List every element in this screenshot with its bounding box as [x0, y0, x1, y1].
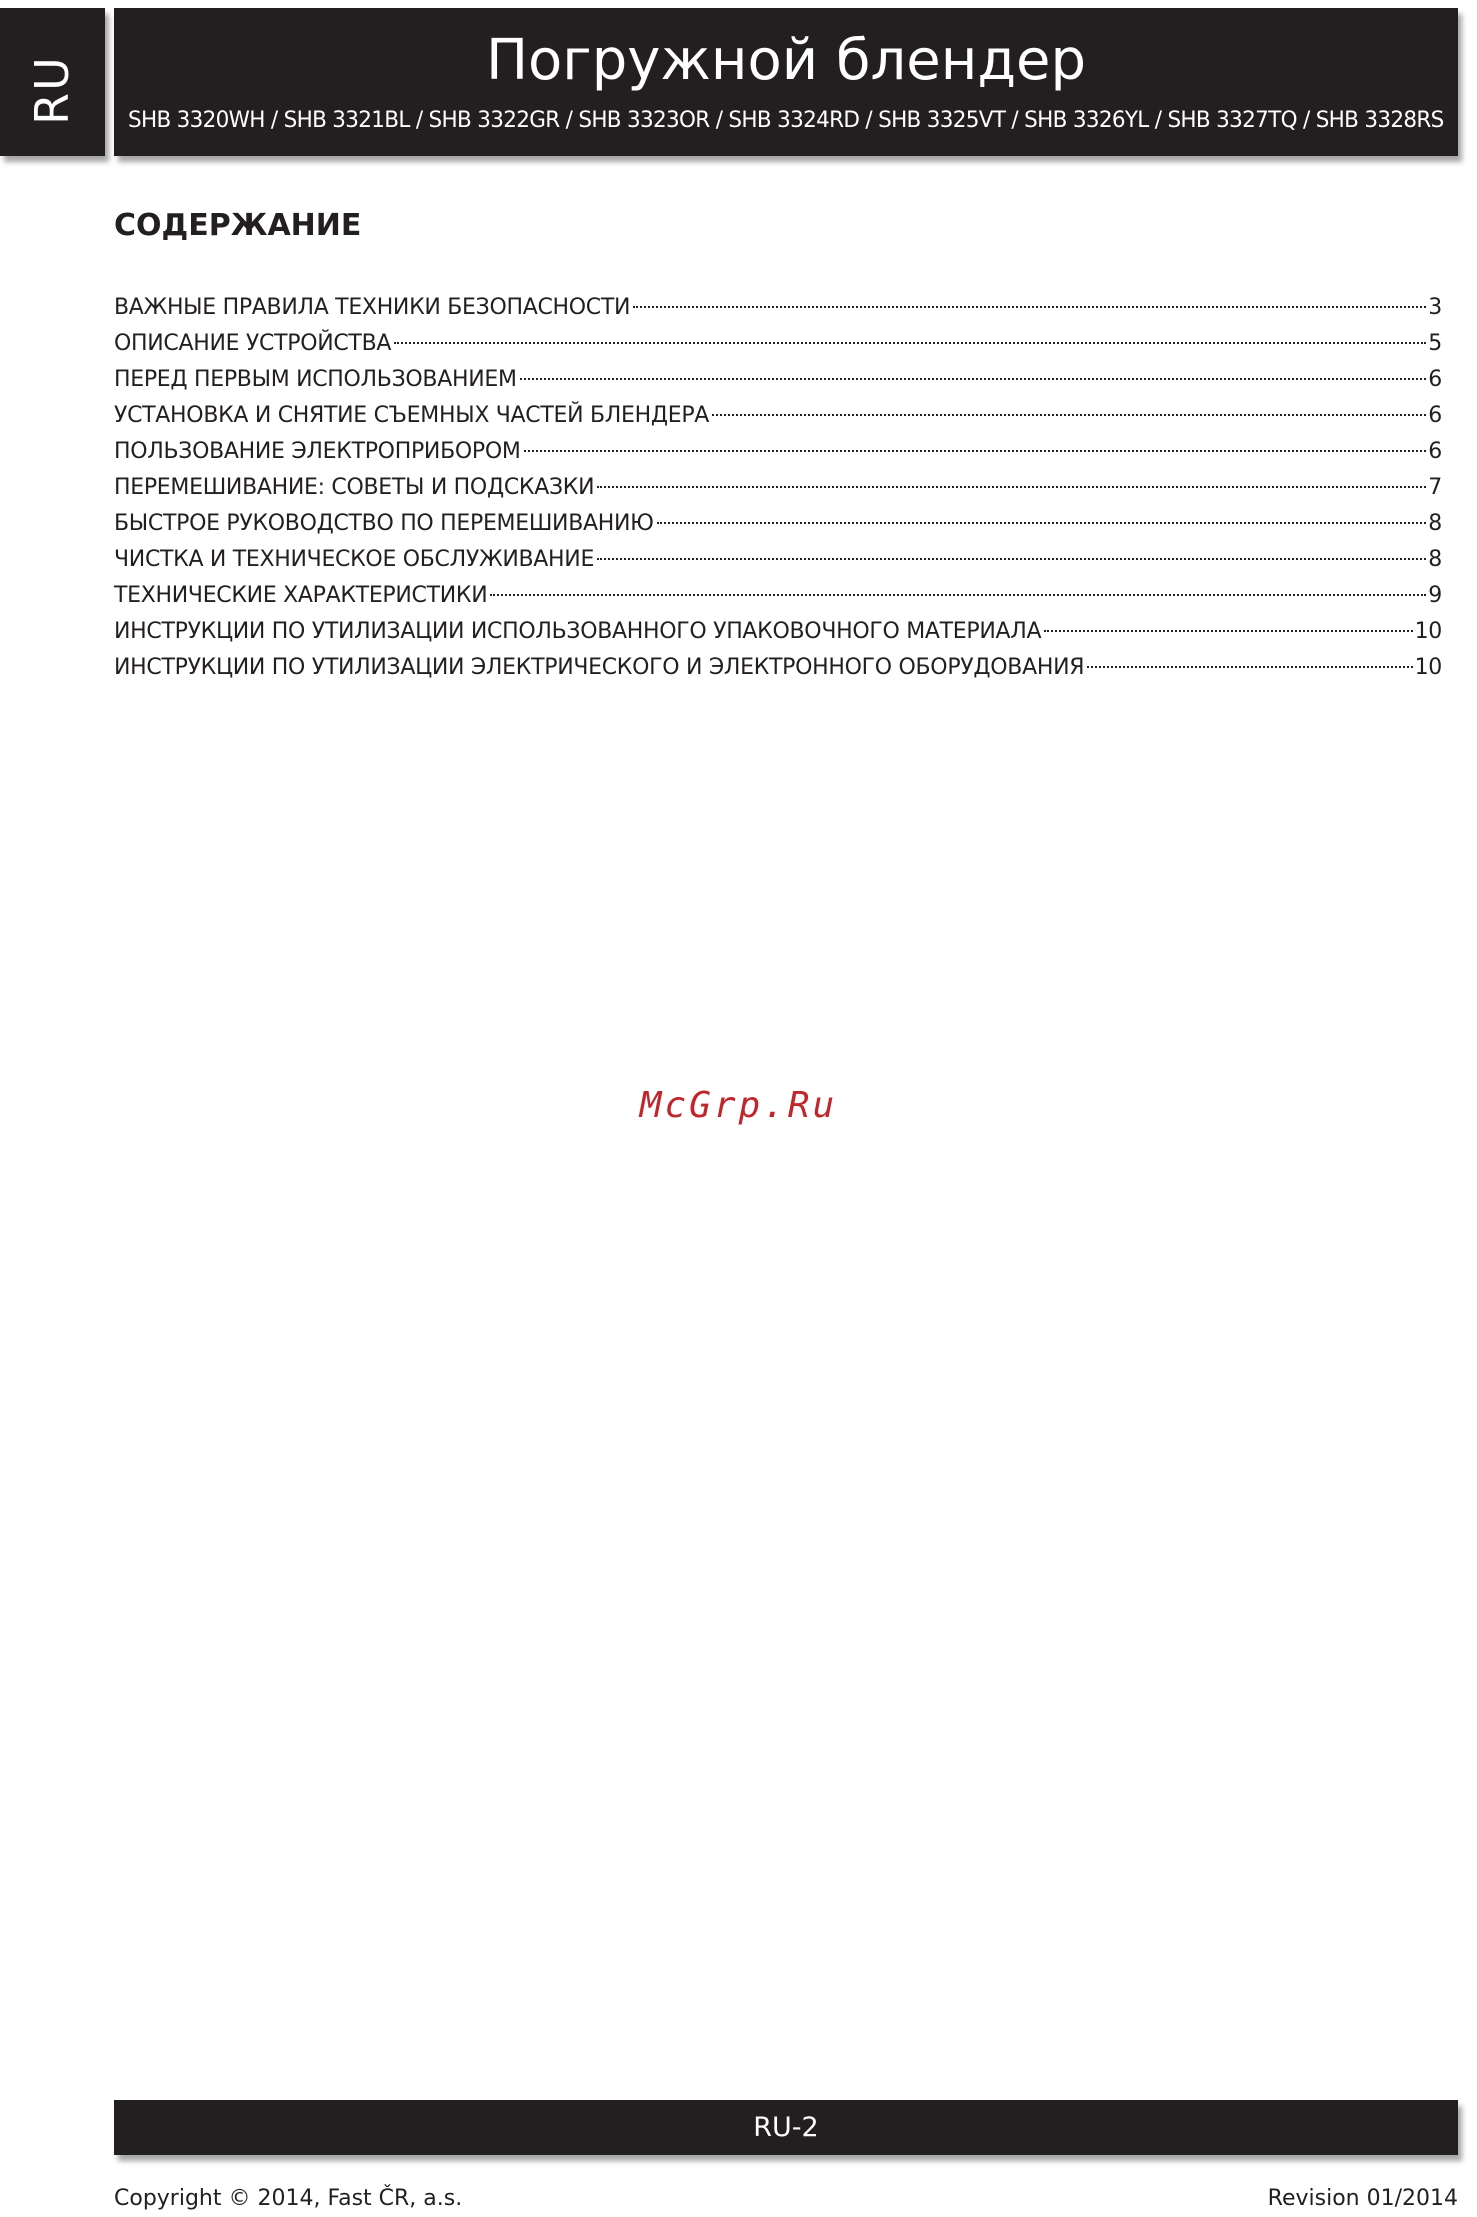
toc-item-title: ПЕРЕМЕШИВАНИЕ: СОВЕТЫ И ПОДСКАЗКИ [114, 475, 595, 500]
toc-item-page: 8 [1428, 547, 1442, 572]
toc-item-page: 10 [1414, 619, 1442, 644]
toc-leader-dots [1087, 666, 1412, 668]
toc-item-page: 6 [1428, 403, 1442, 428]
toc-item[interactable] [114, 578, 1442, 614]
document-title: Погружной блендер [485, 28, 1087, 93]
toc-leader-dots [490, 594, 1426, 596]
header-bar [114, 8, 1458, 156]
toc-item-page: 7 [1428, 475, 1442, 500]
toc-item[interactable] [114, 614, 1442, 650]
toc-leader-dots [633, 306, 1426, 308]
toc-item-page: 6 [1428, 439, 1442, 464]
toc-leader-dots [524, 450, 1427, 452]
toc-item-page: 8 [1428, 511, 1442, 536]
toc-item[interactable] [114, 362, 1442, 398]
toc-item-title: УСТАНОВКА И СНЯТИЕ СЪЕМНЫХ ЧАСТЕЙ БЛЕНДЕРА [114, 403, 710, 428]
toc-item-page: 3 [1428, 295, 1442, 320]
language-tab [0, 8, 105, 156]
language-label: RU [25, 55, 79, 125]
model-list: SHB 3320WH / SHB 3321BL / SHB 3322GR / SHB 3323OR / SHB 3324RD / SHB 3325VT / SHB 3326YL / SHB 3327TQ / SHB 3328RS [128, 108, 1444, 133]
toc-leader-dots [657, 522, 1427, 524]
copyright-notice: Copyright © 2014, Fast ČR, a.s. [114, 2186, 463, 2211]
toc-item-title: ПЕРЕД ПЕРВЫМ ИСПОЛЬЗОВАНИЕМ [114, 367, 517, 392]
footer-bar [114, 2100, 1458, 2155]
toc-item-page: 6 [1428, 367, 1442, 392]
toc-item[interactable] [114, 326, 1442, 362]
revision-label: Revision 01/2014 [1267, 2186, 1458, 2211]
toc-item-page: 9 [1428, 583, 1442, 608]
toc-item[interactable] [114, 542, 1442, 578]
toc-item-title: ОПИСАНИЕ УСТРОЙСТВА [114, 331, 392, 356]
table-of-contents [114, 290, 1442, 686]
toc-item-title: ТЕХНИЧЕСКИЕ ХАРАКТЕРИСТИКИ [114, 583, 488, 608]
page-number: RU-2 [753, 2112, 819, 2143]
toc-heading: СОДЕРЖАНИЕ [114, 208, 362, 243]
toc-item-title: ЧИСТКА И ТЕХНИЧЕСКОЕ ОБСЛУЖИВАНИЕ [114, 547, 595, 572]
toc-leader-dots [597, 486, 1426, 488]
toc-leader-dots [394, 342, 1426, 344]
toc-leader-dots [712, 414, 1426, 416]
toc-item[interactable] [114, 398, 1442, 434]
toc-item-title: ПОЛЬЗОВАНИЕ ЭЛЕКТРОПРИБОРОМ [114, 439, 521, 464]
toc-item-page: 10 [1414, 655, 1442, 680]
toc-item[interactable] [114, 434, 1442, 470]
watermark: McGrp.Ru [639, 1085, 838, 1126]
toc-leader-dots [1044, 630, 1412, 632]
toc-item-title: ИНСТРУКЦИИ ПО УТИЛИЗАЦИИ ИСПОЛЬЗОВАННОГО УПАКОВОЧНОГО МАТЕРИАЛА [114, 619, 1042, 644]
toc-item-title: БЫСТРОЕ РУКОВОДСТВО ПО ПЕРЕМЕШИВАНИЮ [114, 511, 654, 536]
toc-leader-dots [597, 558, 1426, 560]
toc-item[interactable] [114, 650, 1442, 686]
toc-item[interactable] [114, 506, 1442, 542]
toc-item[interactable] [114, 470, 1442, 506]
toc-leader-dots [520, 378, 1427, 380]
toc-item-page: 5 [1428, 331, 1442, 356]
toc-item-title: ИНСТРУКЦИИ ПО УТИЛИЗАЦИИ ЭЛЕКТРИЧЕСКОГО И ЭЛЕКТРОННОГО ОБОРУДОВАНИЯ [114, 655, 1085, 680]
toc-item-title: ВАЖНЫЕ ПРАВИЛА ТЕХНИКИ БЕЗОПАСНОСТИ [114, 295, 631, 320]
toc-item[interactable] [114, 290, 1442, 326]
